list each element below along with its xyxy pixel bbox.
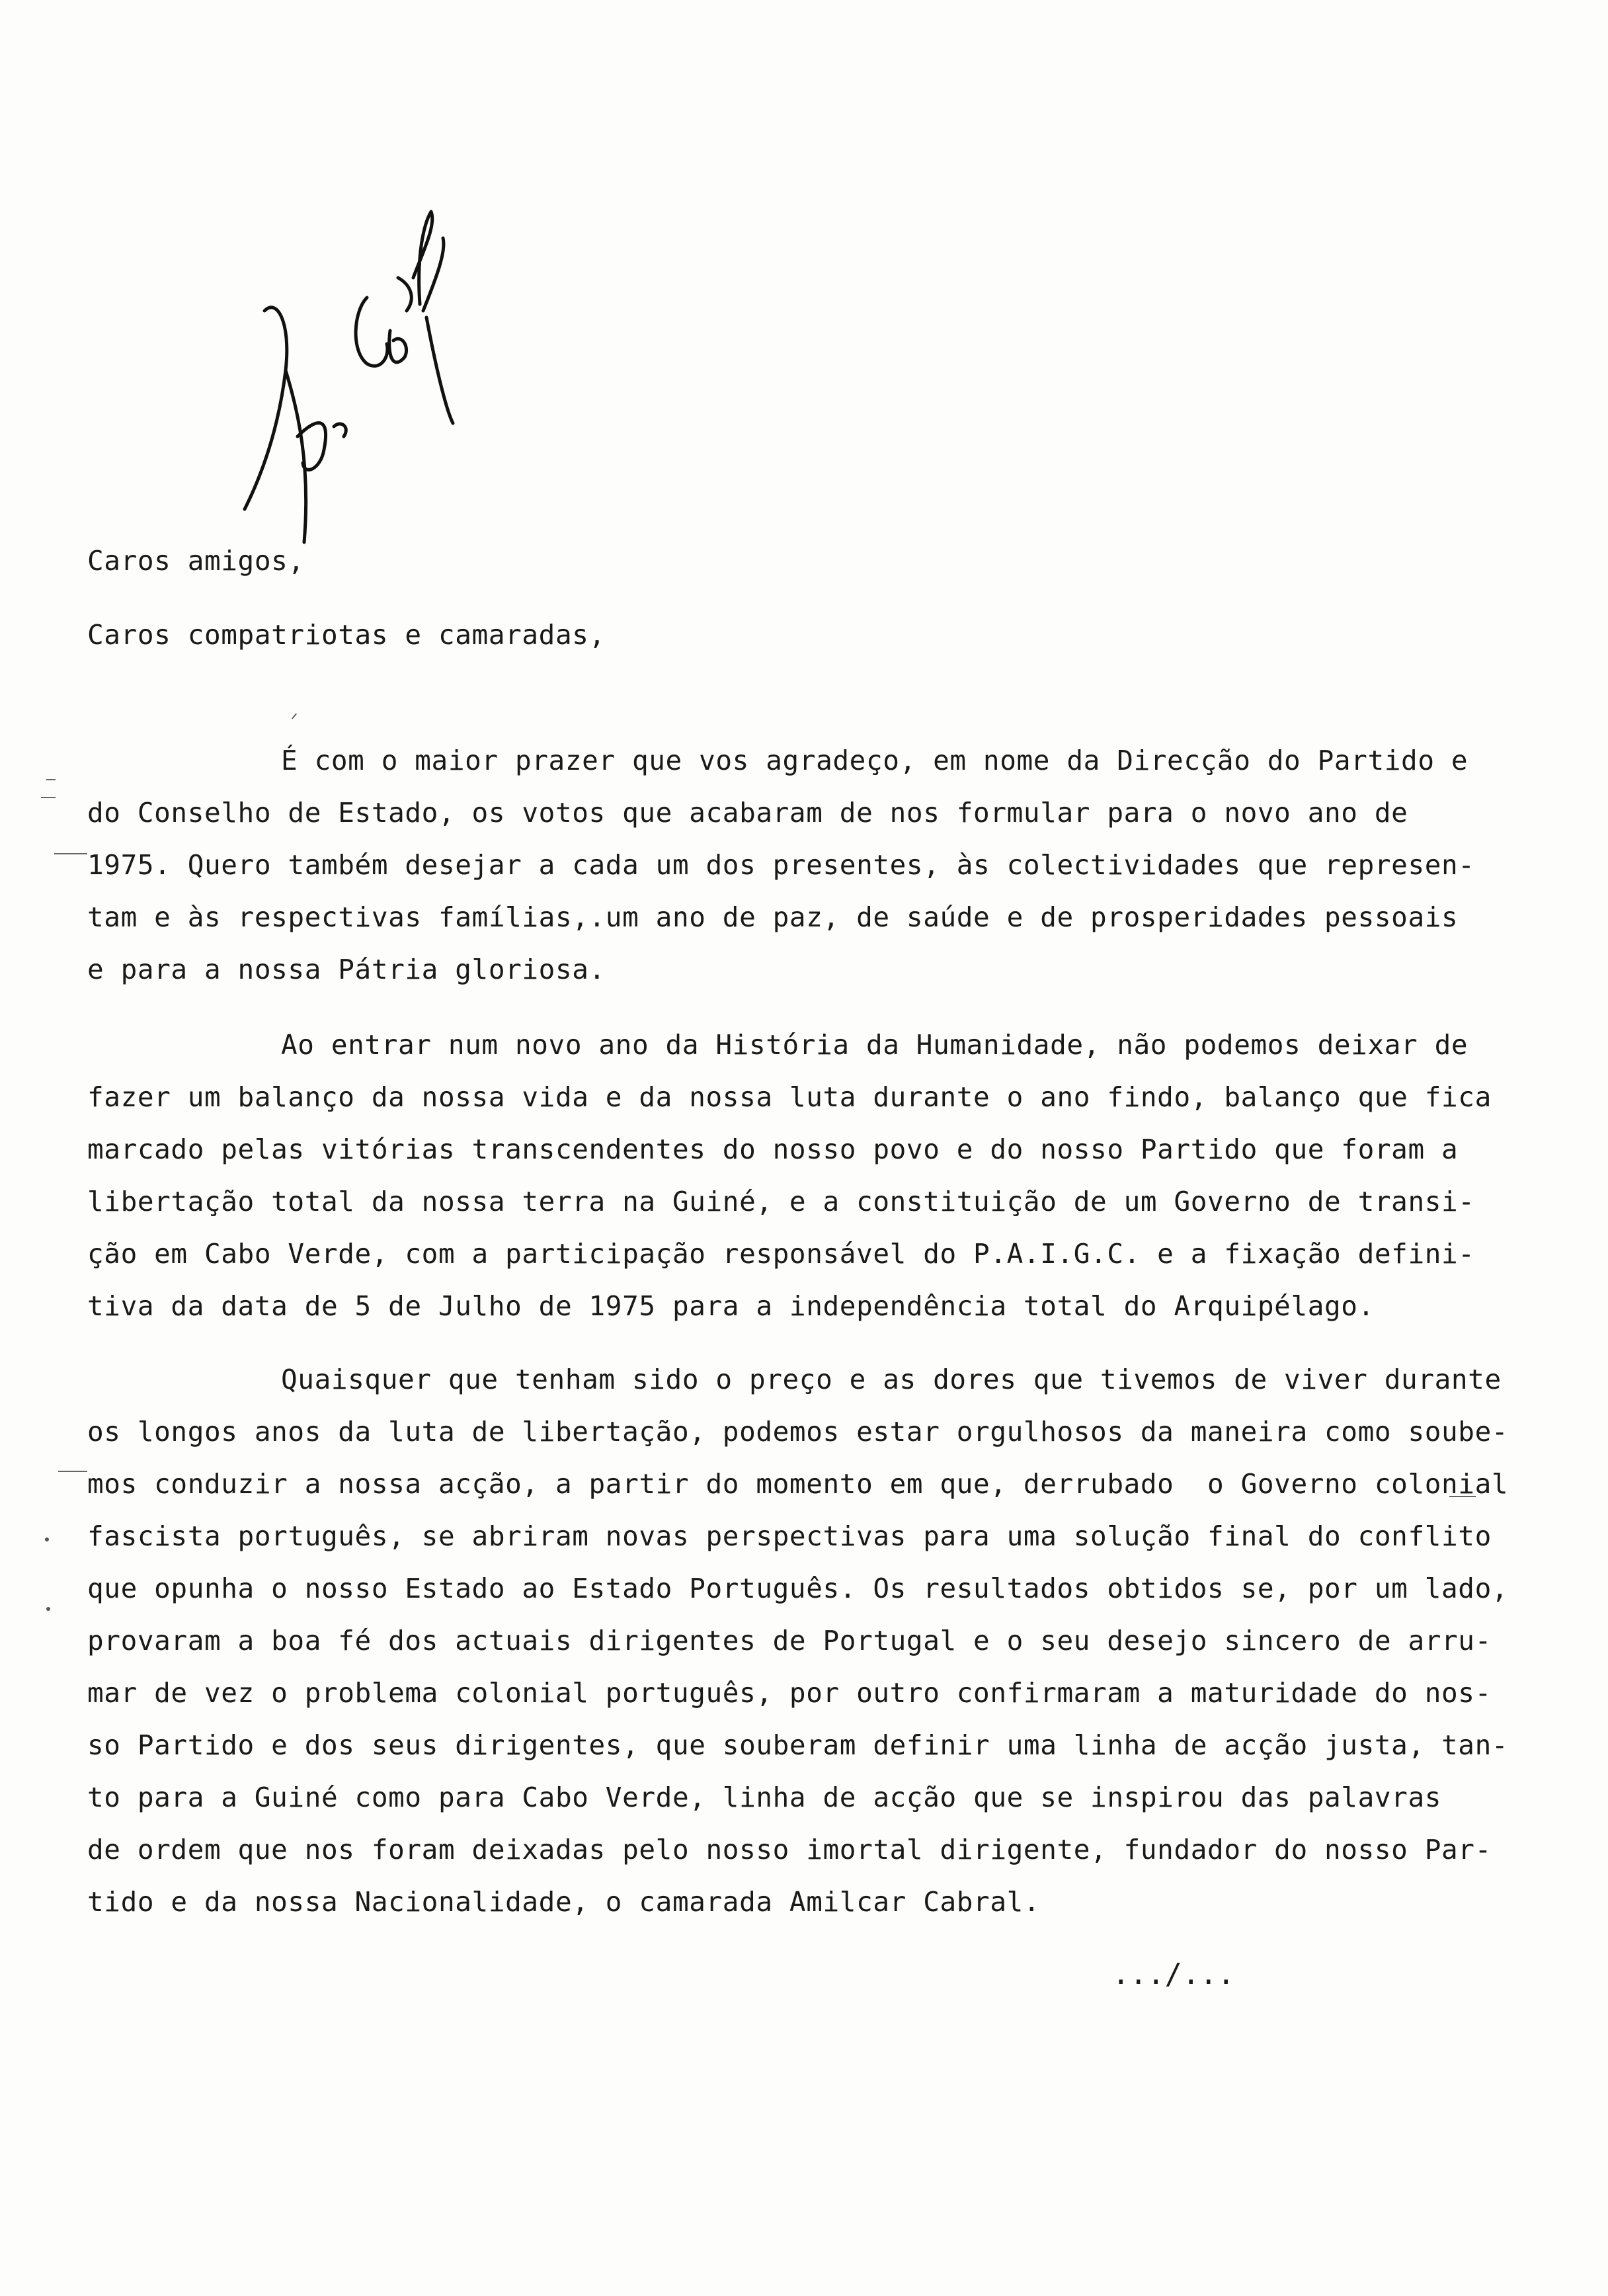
paragraph-2-line-5: ção em Cabo Verde, com a participação responsável do P.A.I.G.C. e a fixação defini- (87, 1238, 1475, 1270)
paragraph-2-line-3: marcado pelas vitórias transcendentes do nosso povo e do nosso Partido que foram a (87, 1133, 1459, 1165)
paragraph-1-line-4: tam e às respectivas famílias,.um ano de paz, de saúde e de prosperidades pessoais (87, 901, 1459, 933)
paragraph-3-line-3: mos conduzir a nossa acção, a partir do momento em que, derrubado o Governo colonial (87, 1468, 1509, 1500)
margin-speck (45, 1538, 49, 1541)
paragraph-1-line-5: e para a nossa Pátria gloriosa. (87, 954, 606, 985)
paragraph-3-line-10: de ordem que nos foram deixadas pelo nosso imortal dirigente, fundador do nosso Par- (87, 1834, 1492, 1866)
paragraph-3-line-1: Quaisquer que tenham sido o preço e as dores que tivemos de viver durante (281, 1364, 1502, 1395)
paragraph-3-line-7: mar de vez o problema colonial português, por outro confirmaram a maturidade do nos- (87, 1677, 1492, 1709)
paragraph-3-line-2: os longos anos da luta de libertação, podemos estar orgulhosos da maneira como soube- (87, 1416, 1509, 1448)
paragraph-3-line-4: fascista português, se abriram novas perspectivas para uma solução final do conflito (87, 1520, 1492, 1552)
margin-mark (41, 797, 56, 798)
paragraph-2-line-6: tiva da data de 5 de Julho de 1975 para a independência total do Arquipélago. (87, 1290, 1375, 1322)
paragraph-1-line-1: É com o maior prazer que vos agradeço, em nome da Direcção do Partido e (281, 745, 1468, 776)
paragraph-2-line-4: libertação total da nossa terra na Guiné, e a constituição de um Governo de transi- (87, 1186, 1475, 1217)
paragraph-2-line-2: fazer um balanço da nossa vida e da nossa luta durante o ano findo, balanço que fica (87, 1081, 1492, 1113)
paragraph-1-line-2: do Conselho de Estado, os votos que acabaram de nos formular para o novo ano de (87, 797, 1408, 829)
salutation-line-1: Caros amigos, (87, 545, 305, 577)
paragraph-3-line-6: provaram a boa fé dos actuais dirigentes de Portugal e o seu desejo sincero de arru- (87, 1625, 1492, 1657)
margin-mark (54, 853, 87, 854)
paragraph-3-line-5: que opunha o nosso Estado ao Estado Português. Os resultados obtidos se, por um lado, (87, 1573, 1509, 1604)
paragraph-2-line-1: Ao entrar num novo ano da História da Humanidade, não podemos deixar de (281, 1029, 1468, 1061)
paragraph-3-line-8: so Partido e dos seus dirigentes, que souberam definir uma linha de acção justa, tan- (87, 1729, 1509, 1761)
paragraph-1-line-3: 1975. Quero também desejar a cada um dos presentes, às colectividades que represen- (87, 849, 1475, 881)
salutation-line-2: Caros compatriotas e camaradas, (87, 619, 606, 651)
paragraph-3-line-11: tido e da nossa Nacionalidade, o camarada Amilcar Cabral. (87, 1886, 1041, 1918)
margin-mark (58, 1471, 87, 1472)
margin-mark (46, 779, 56, 780)
paragraph-3-line-9: to para a Guiné como para Cabo Verde, linha de acção que se inspirou das palavras (87, 1782, 1442, 1813)
accent-mark (292, 714, 297, 719)
margin-speck (46, 1607, 50, 1611)
handwritten-signature-icon (225, 198, 476, 569)
continuation-mark: .../... (1112, 1957, 1235, 1991)
